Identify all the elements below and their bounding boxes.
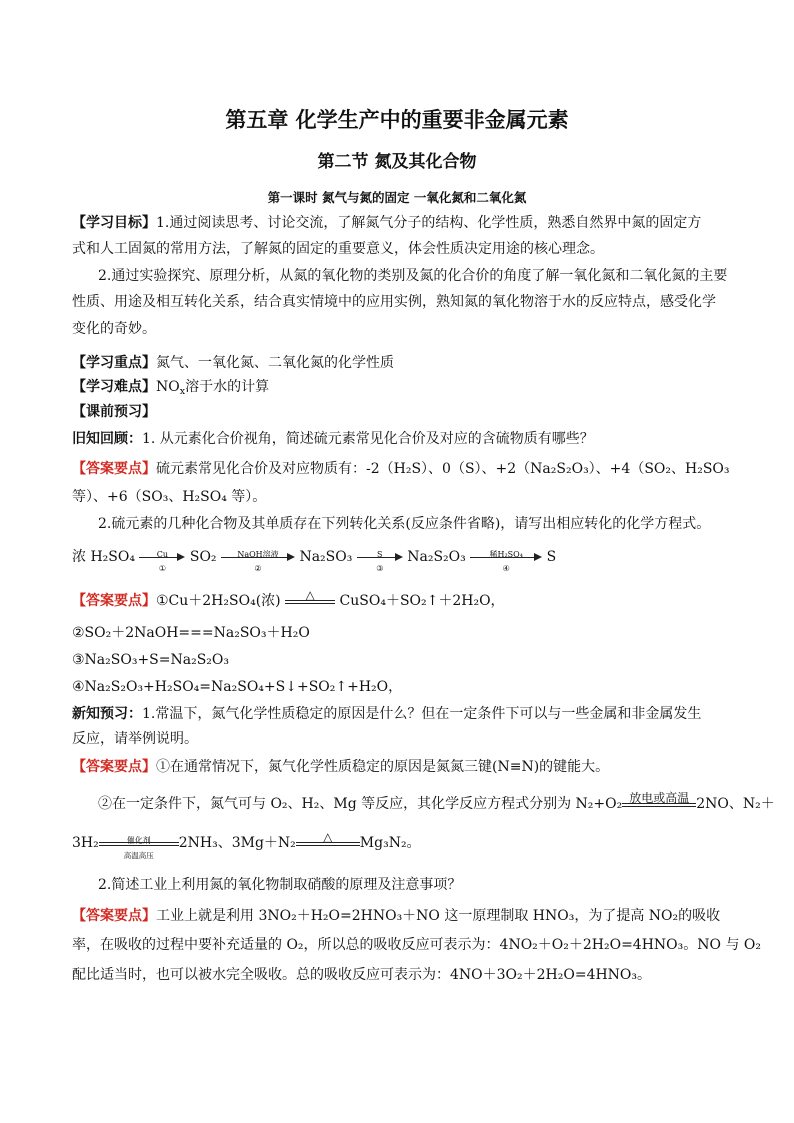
arrow-2: NaOH溶液 ② [221,546,295,568]
section-title: 第二节 氮及其化合物 [317,152,477,172]
arrow-4: 稀H₂SO₄ ④ [470,546,542,568]
objectives-line-4: 性质、用途及相互转化关系，结合真实情境中的应用实例，熟知氮的氧化物溶于水的反应特点，感受化学 [72,294,716,310]
nitrogen-answer-1: 【答案要点】①在通常情况下，氮气化学性质稳定的原因是氮氮三键(N≡N)的键能大。 [72,759,610,775]
equation-4: ④Na₂S₂O₃+H₂SO₄=Na₂SO₄+S↓+SO₂↑+H₂O， [72,679,403,695]
heat-condition: △ [285,590,335,612]
objectives-line-1: 【学习目标】1.通过阅读思考、讨论交流，了解氮气分子的结构、化学性质，熟悉自然界中氮的固定方 [72,215,702,231]
catalyst-condition: 催化剂 高温高压 [99,832,179,854]
heat-condition-2: △ [296,832,360,854]
equation-3: ③Na₂SO₃+S=Na₂S₂O₃ [72,652,229,668]
new-knowledge-question-2: 2.简述工业上利用氮的氧化物制取硝酸的原理及注意事项？ [98,877,462,893]
review-answer-line-1: 【答案要点】硫元素常见化合价及对应物质有：-2（H₂S）、0（S）、+2（Na₂S₂O₃）、+4（SO₂、H₂SO₃ [72,461,730,477]
review-question-2: 2.硫元素的几种化合物及其单质存在下列转化关系(反应条件省略)，请写出相应转化的化学方程式。 [98,516,711,532]
nitric-answer-1: 【答案要点】工业上就是利用 3NO₂＋H₂O=2HNO₃＋NO 这一原理制取 HNO₃，为了提高 NO₂的吸收 [72,908,721,924]
objectives-label: 【学习目标】 [72,215,156,231]
nitric-answer-2: 率，在吸收的过程中要补充适量的 O₂，所以总的吸收反应可表示为：4NO₂＋O₂＋2H₂O=4HNO₃。NO 与 O₂ [72,937,761,953]
nitrogen-answer-2: ②在一定条件下，氮气可与 O₂、H₂、Mg 等反应，其化学反应方程式分别为 N₂+O₂ 放电或高温 2NO、N₂＋ [98,793,748,815]
objectives-line-2: 式和人工固氮的常用方法，了解氮的固定的重要意义，体会性质决定用途的核心理念。 [72,241,604,257]
objectives-line-5: 变化的奇妙。 [72,321,156,337]
arrow-1: Cu ① [139,546,185,568]
chapter-title: 第五章 化学生产中的重要非金属元素 [225,107,569,132]
review-question: 旧知回顾：1. 从元素化合价视角，简述硫元素常见化合价及对应的含硫物质有哪些？ [72,431,594,447]
difficulty: 【学习难点】$NO_x$溶于水的计算 [72,379,270,397]
preview-label: 【课前预习】 [72,404,156,420]
nitric-answer-3: 配比适当时，也可以被水完全吸收。总的吸收反应可表示为：4NO＋3O₂＋2H₂O=4HNO₃。 [72,967,652,983]
new-knowledge-question-cont: 反应，请举例说明。 [72,731,198,747]
arrow-3: S ③ [357,546,403,568]
key-point: 【学习重点】氮气、一氧化氮、二氧化氮的化学性质 [72,355,394,371]
conversion-chain: 浓 H₂SO₄ Cu ① SO₂ NaOH溶液 ② Na₂SO₃ S ③ Na₂S₂O₃ 稀H₂SO₄ ④ S [72,546,722,568]
nitrogen-answer-3: 3H₂ 催化剂 高温高压 2NH₃、3Mg＋N₂ △ Mg₃N₂。 [72,830,421,860]
new-knowledge-question: 新知预习：1.常温下，氮气化学性质稳定的原因是什么？但在一定条件下可以与一些金属和非金属发生 [72,706,702,722]
objectives-line-3: 2.通过实验探究、原理分析，从氮的氧化物的类别及氮的化合价的角度了解一氧化氮和二氧化氮的主要 [98,268,728,284]
equation-2: ②SO₂＋2NaOH===Na₂SO₃＋H₂O [72,625,310,641]
review-answer-line-2: 等）、+6（SO₃、H₂SO₄ 等）。 [72,489,267,505]
discharge-condition: 放电或高温 [622,793,696,815]
lesson-title: 第一课时 氮气与氮的固定 一氧化氮和二氧化氮 [267,190,527,205]
equation-1: 【答案要点】①Cu＋2H₂SO₄(浓) △ CuSO₄＋SO₂↑＋2H₂O， [72,590,722,612]
